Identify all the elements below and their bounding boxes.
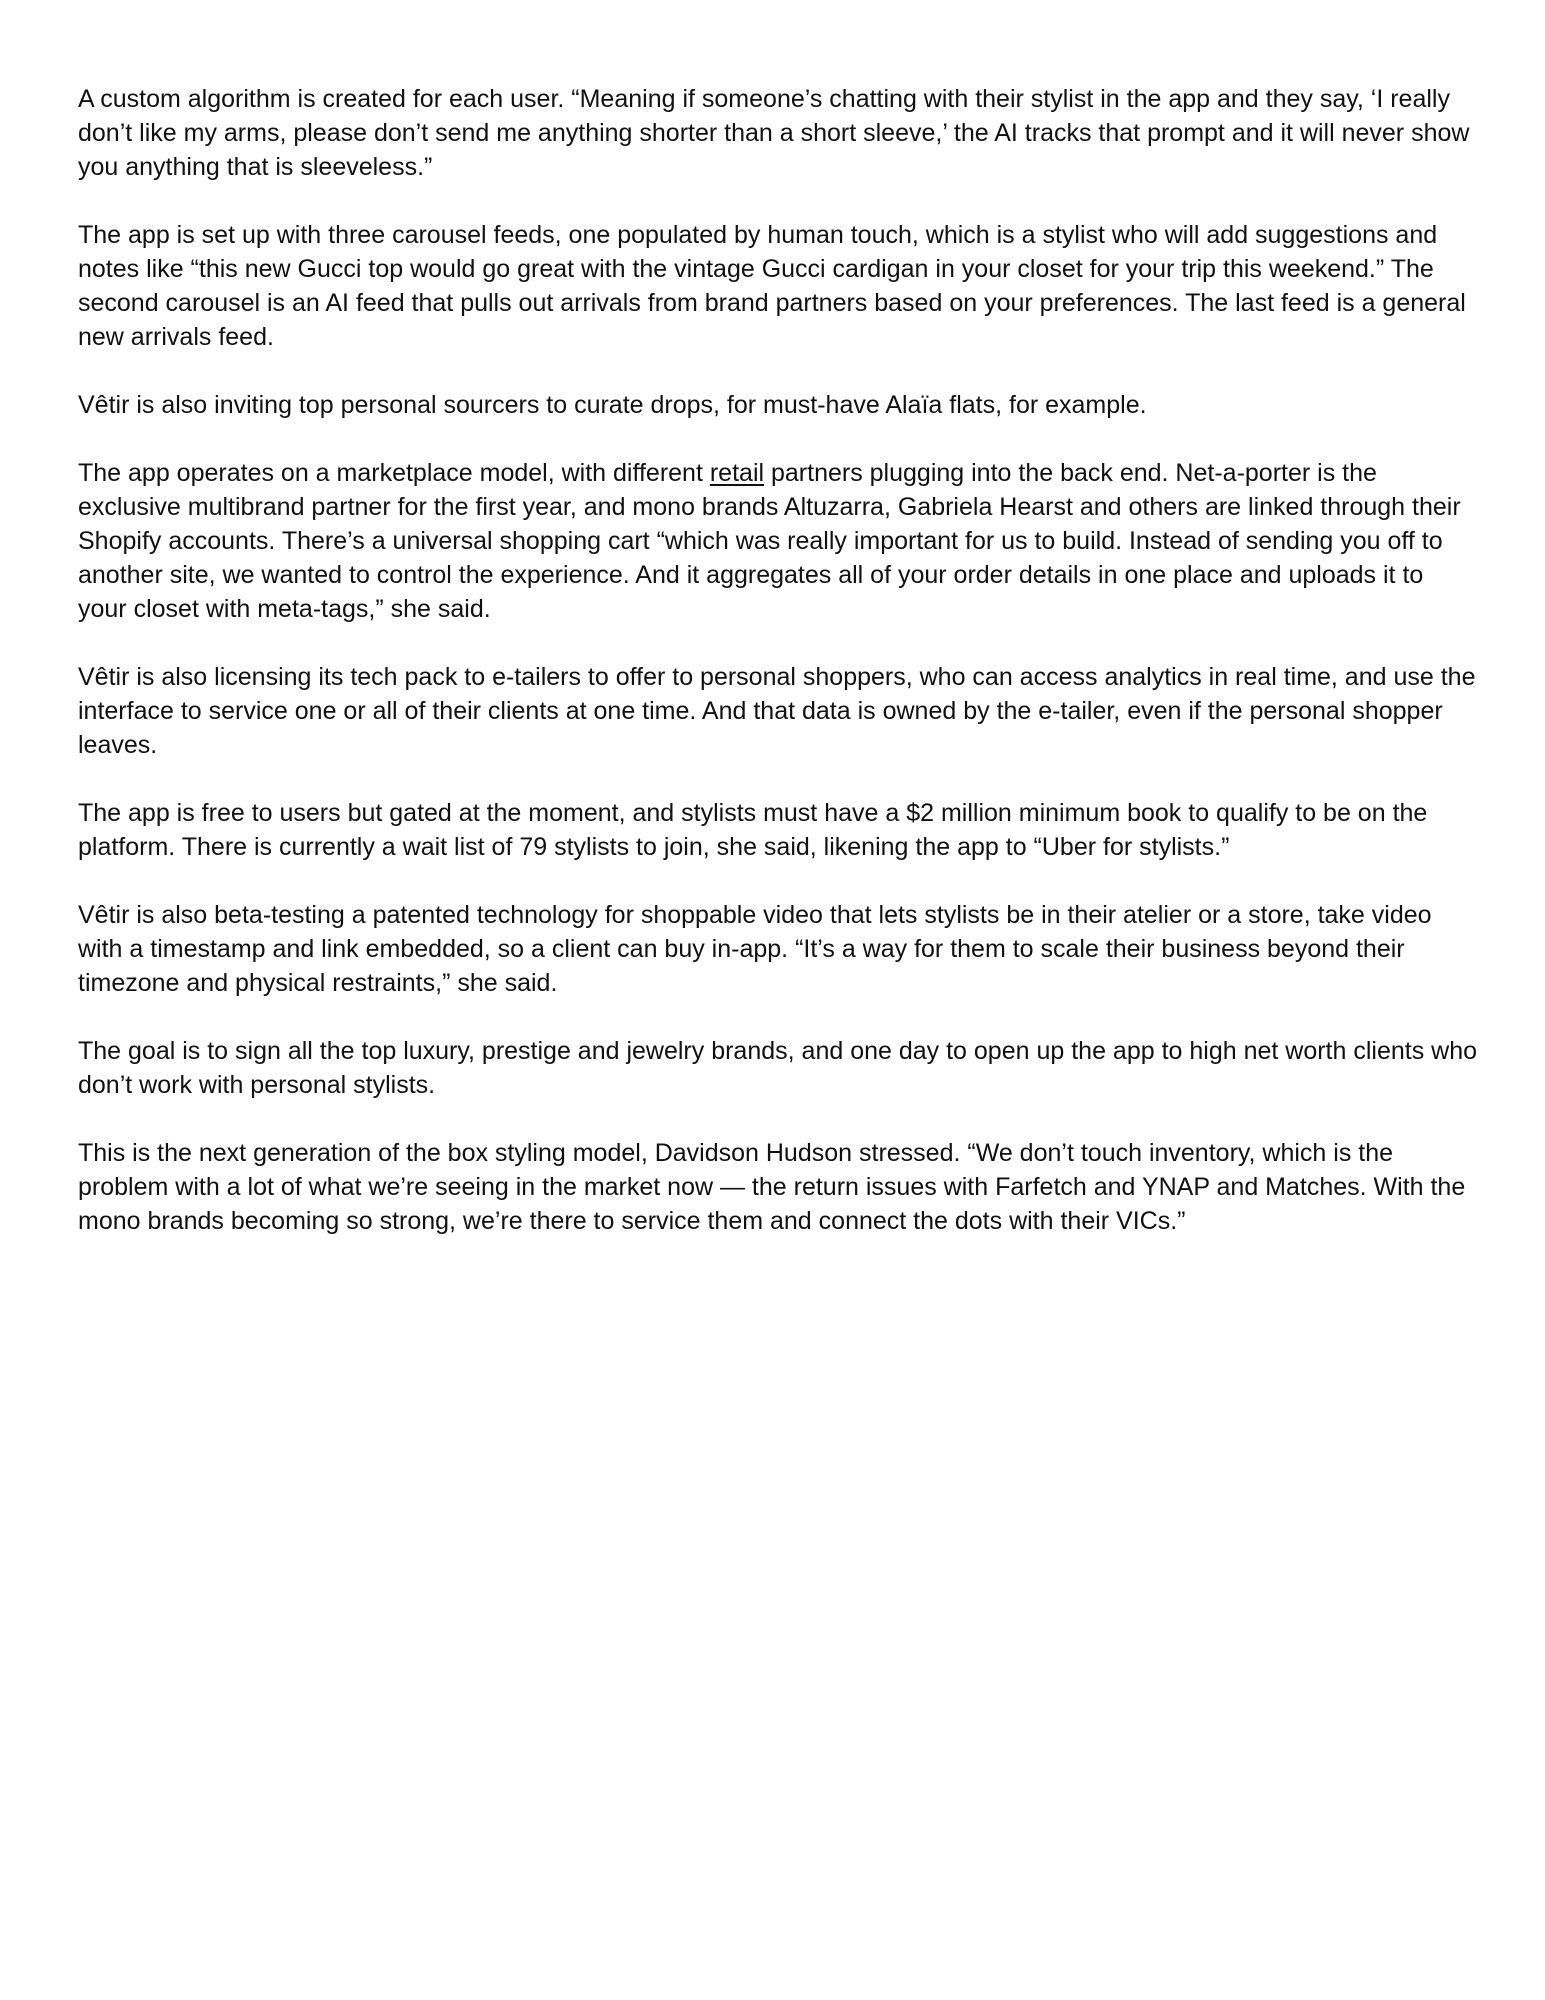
paragraph-marketplace-text-start: The app operates on a marketplace model, with different [78,459,710,487]
paragraph-pricing-waitlist: The app is free to users but gated at the moment, and stylists must have a $2 million minimum book to qualify to be on the platform. There is currently a wait list of 79 stylists to join, she said, likening the app to “Uber for stylists.” [78,799,1428,861]
paragraph-tech-licensing: Vêtir is also licensing its tech pack to e-tailers to offer to personal shoppers, who can access analytics in real time, and use the interface to service one or all of their clients at one time. And that data is owned by the e-tailer, even if the personal shopper leaves. [78,663,1476,759]
paragraph-goal: The goal is to sign all the top luxury, prestige and jewelry brands, and one day to open up the app to high net worth clients who don’t work with personal stylists. [78,1037,1478,1099]
article-body [78,82,1478,1272]
paragraph-marketplace-text-end: partners plugging into the back end. Net-a-porter is the exclusive multibrand partner for the first year, and mono brands Altuzarra, Gabriela Hearst and others are linked through their Shopify accounts. There’s a universal shopping cart “which was really important for us to build. Instead of sending you off to another site, we wanted to control the experience. And it aggregates all of your order details in one place and uploads it to your closet with meta-tags,” she said. [78,459,1461,623]
paragraph-carousel-feeds: The app is set up with three carousel feeds, one populated by human touch, which is a stylist who will add suggestions and notes like “this new Gucci top would go great with the vintage Gucci cardigan in your closet for your trip this weekend.” The second carousel is an AI feed that pulls out arrivals from brand partners based on your preferences. The last feed is a general new arrivals feed. [78,221,1466,351]
paragraph-shoppable-video: Vêtir is also beta-testing a patented technology for shoppable video that lets stylists be in their atelier or a store, take video with a timestamp and link embedded, so a client can buy in-app. “It’s a way for them to scale their business beyond their timezone and physical restraints,” she said. [78,901,1432,997]
paragraph-next-generation: This is the next generation of the box styling model, Davidson Hudson stressed. “We don’t touch inventory, which is the problem with a lot of what we’re seeing in the market now — the return issues with Farfetch and YNAP and Matches. With the mono brands becoming so strong, we’re there to service them and connect the dots with their VICs.” [78,1139,1466,1235]
paragraph-custom-algorithm: A custom algorithm is created for each user. “Meaning if someone’s chatting with their stylist in the app and they say, ‘I really don’t like my arms, please don’t send me anything shorter than a short sleeve,’ the AI tracks that prompt and it will never show you anything that is sleeveless.” [78,85,1470,181]
paragraph-marketplace-model [78,456,1478,626]
retail-link[interactable]: retail [709,459,765,487]
paragraph-personal-sourcers: Vêtir is also inviting top personal sourcers to curate drops, for must-have Alaïa flats, for example. [78,391,1147,419]
